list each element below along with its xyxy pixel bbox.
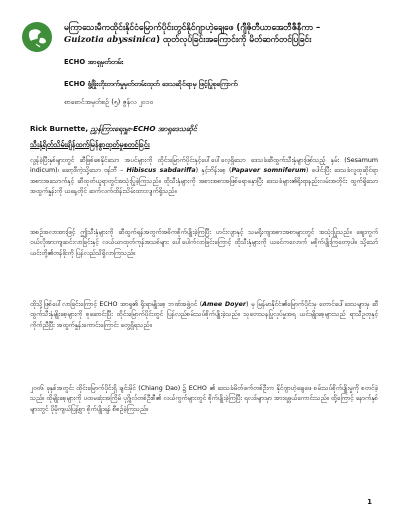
paragraph-1-text-c: ) ပေါင်းပြီး ဒေသခံလူထုဆိုင်ရာအစားအသောက်နှင့် ဆီထုတ်ယူရာတွင်အသုံးပြုခဲ့ကြသည်။ ထိုသီးနှံများကို အစားအစာအဖြစ်ရောနှောပြီး ဒေသခံများ၏ရိုးရာနည်းလမ်းအတိုင်း ထွက်ရှိသော အထွက်နှုန်းကို ယနေ့တိုင် ဆက်လက်ထိန်းသိမ်းထားလျက်ရှိသည်။ [30,167,379,196]
paragraph-3-text-b: ) မှ မြန်မာနိုင်ငံ၏မြောက်ပိုင်းမှ တောင်ပေါ်ဒေသများမှ ဆီထွက်သီးနှံမျိုးစေ့များကို စုဆောင်းပြီး ထိုင်းမြောက်ပိုင်းတွင် ပြန်လည်စမ်းသပ်စိုက်ပျိုးခဲ့သည်။ သုတေသနပြုလုပ်မှုအရ ယင်းမျိုးစေ့များသည် ရာသီဥတုနှင့် ကိုက်ညီပြီး အထွက်နှုန်းကောင်းကြောင်း တွေ့ရှိရသည်။ [30,301,379,329]
author-line: Rick Burnette, ညွှန်ကြားရေးမှူး-ECHO အာရှဒေသဆိုင် [30,124,197,133]
paragraph-3-latin: Amee Doyer [202,301,246,308]
paragraph-1-latin-a: Hibiscus sabdariffa [126,167,196,175]
paragraph-1-latin-b: Papaver somniferum [231,167,306,175]
meta-line-2 [64,80,237,89]
meta-series: ECHO အာရှမှတ်တမ်း [64,58,124,66]
title-line-2: ) ထုတ်လုပ်ခြင်းအကြောင်းကို မိတ်ဆက်တင်ပြခြင်း [156,35,312,45]
echo-logo-icon [22,22,52,52]
title-line-1: မကြာသေးမီကထိုင်းနိုင်ငံမြောက်ပိုင်းတွင်နိုင်ဂျာဟဲ့ချေဖေ (ဂျီဇိုတီယာအေဘီဇီနီကာ – [64,23,321,33]
title-latin-name: Guizotia abyssinica [64,35,157,45]
globe-leaf-icon [22,22,52,52]
paragraph-1-text-a: လွန်ခဲ့ပြီးနှစ်များတွင် ဆီဖြစ်စေနိုင်သော အပင်များကို ထိုင်းမြောက်ပိုင်းနှင့်ပေါ်ပေါ်လေ့ရှိသော ဒေသခံဆီထွက်သီးနှံများဖြစ်သည့် နှမ်း (Sesamum indicum)၊ ဆော့ဒီကဲ့သို့သော ဗန်ဘီ – [30,157,378,175]
page-number: 1 [367,498,372,506]
paragraph-1 [30,156,378,198]
author-role: ညွှန်ကြားရေးမှူး-ECHO အာရှဒေသဆိုင် [90,124,197,133]
section-heading: သီးနှံရိတ်သိမ်းချိန်ထက်မြန်စွာထုတ်မှုစတင်ခြင်း [30,140,150,149]
paragraph-1-text-b: ) နှင့်ဘိန်းစေ့ ( [195,167,232,175]
paragraph-3 [30,300,378,331]
paragraph-4: ၂၀၀၆ ခုနှစ်အတွင်း ထိုင်းမြောက်ပိုင်းရှိ ချင်းမိုင် (Chiang Dao) ၌ ECHO ၏ ဒေသခံမိတ်ဖက်တစ်ဦးက နိုင်ဂျာဟဲ့ချေဖေ စမ်းသပ်စိုက်ပျိုးမှုကို စတင်ခဲ့သည်။ ထိုမျိုးစေ့များကို ပထမဆုံးအကြိမ် ပုဂ္ဂိုလ်တစ်ဦးစီ၏ လယ်ကွက်များတွင် စိုက်ပျိုးခဲ့ကြပြီး ရလဒ်များမှာ အားရဖွယ်ကောင်းသည်။ ထို့ကြောင့် နောက်နှစ်များတွင် ပိုမိုကျယ်ပြန့်စွာ စိုက်ပျိုးရန် စီစဉ်ခဲ့ကြသည်။ [30,385,378,413]
paragraph-2: အစဉ်အလာအားဖြင့် ဤသီးနှံများကို ဆီထွက်ရန်အတွက်အဓိကစိုက်ပျိုးခဲ့ကြပြီး ဟင်းလျာနှင့် သမရိုးကျအစားအစာများတွင် အသုံးပြုသည်။ ဈေးကွက်ဝယ်လိုအားကျဆင်းလာခြင်းနှင့် လယ်ယာထုတ်ကုန်အသစ်များ ပေါ်ပေါက်လာခြင်းကြောင့် ထိုသီးနှံများကို ယခင်ကလောက် မစိုက်ပျိုးကြတော့ပါ။ သို့သော် ယင်းတို့၏တန်ဖိုးကို ပြန်လည်သိရှိလာကြသည်။ [30,229,378,257]
author-name: Rick Burnette [30,124,86,133]
paragraph-3-text-a: ထိုသို့ဖြစ်ပေါ်လာခြင်းကြောင့် ECHO အာရှ၏ ရိုးရာမျိုးစေ့ ဘဏ်အဖွဲ့ဝင် ( [30,301,203,308]
meta-line-1 [64,58,123,67]
meta-issue: စာစောင်အမှတ်စဉ် (၅) ဇွန်လ ၂၀၁၀ [64,98,154,106]
meta-publisher: ECHO ဖွံ့ဖြိုးတိုးတက်မှုမှတ်တမ်းထုတ် ဒေသဆိုင်ရာမှ ဖြင့်ပြုစုကြောက် [64,80,238,88]
document-title [64,22,384,46]
meta-line-3 [64,98,153,107]
